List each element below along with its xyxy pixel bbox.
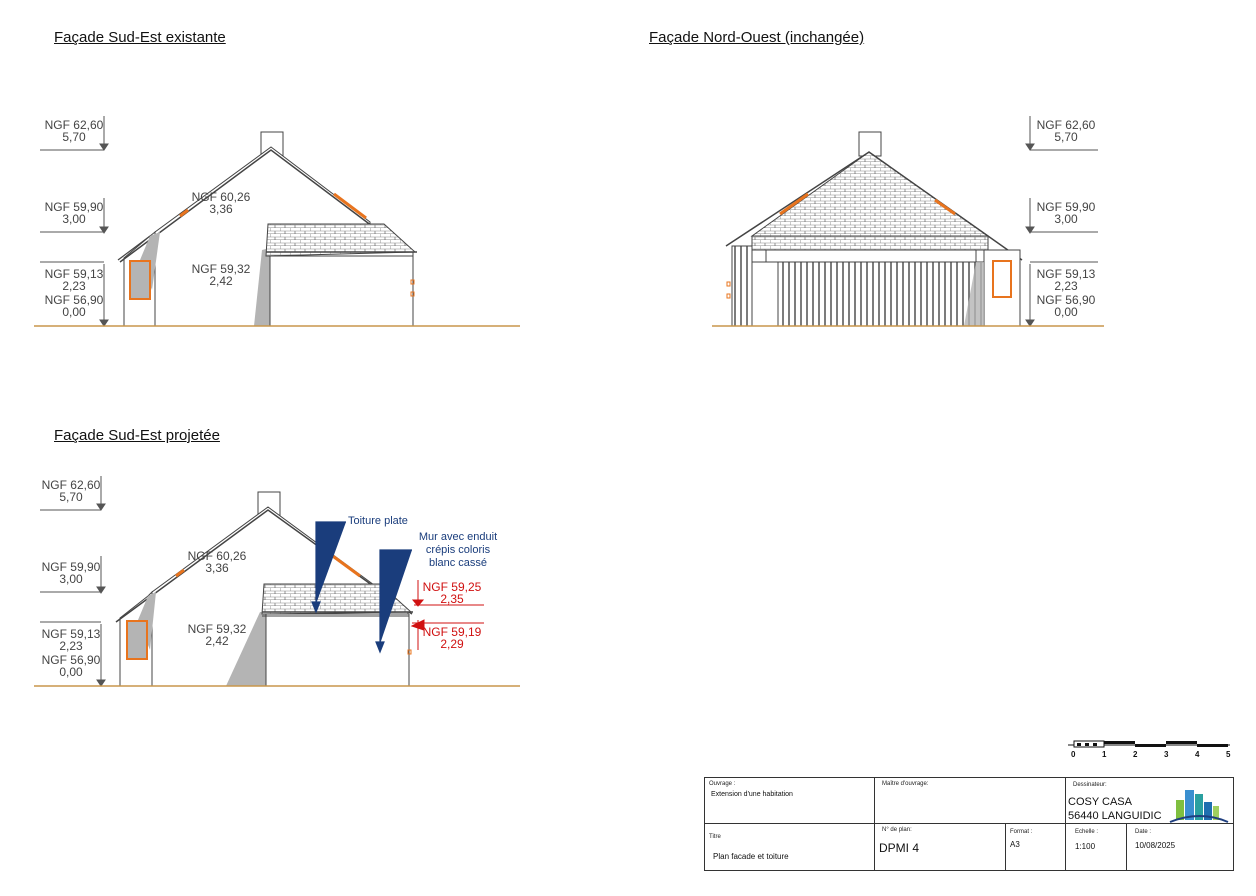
tb-dessinateur-label: Dessinateur: [1073,782,1107,788]
level-ngf-ridge-proj: NGF 62,60 5,70 [41,478,101,504]
level-ngf-garage-ridge-proj: NGF 60,26 3,36 [187,549,247,575]
level-ngf-ridge-nw: NGF 62,60 5,70 [1036,118,1096,144]
tb-echelle-value: 1:100 [1075,842,1096,851]
level-ngf-eave: NGF 59,90 3,00 [44,200,104,226]
level-ngf-eave-proj: NGF 59,90 3,00 [41,560,101,586]
tb-date-value: 10/08/2025 [1135,841,1176,850]
scale-label-4: 4 [1195,750,1200,759]
tb-plan-value: DPMI 4 [879,841,920,855]
scale-label-2: 2 [1133,750,1138,759]
tb-plan-label: N° de plan: [882,827,912,833]
annotation-flat-roof: Toiture plate [348,515,408,527]
title-facade-se-projected: Façade Sud-Est projetée [54,427,220,444]
tb-echelle-label: Echelle : [1075,829,1099,835]
tb-date-label: Date : [1135,829,1152,835]
tb-ouvrage-value: Extension d'une habitation [711,791,793,798]
annotation-wall-render: Mur avec enduit crépis coloris blanc cassé [418,531,498,569]
tb-dessinateur-city: 56440 LANGUIDIC [1068,810,1162,822]
level-ngf-lintel-nw: NGF 59,13 2,23 [1036,267,1096,293]
level-ngf-garage-eave: NGF 59,32 2,42 [191,262,251,288]
level-ngf-eave-nw: NGF 59,90 3,00 [1036,200,1096,226]
tb-dessinateur-name: COSY CASA [1068,796,1132,808]
tb-format-value: A3 [1010,840,1020,849]
level-ngf-ground: NGF 56,90 0,00 [44,293,104,319]
scale-label-0: 0 [1071,750,1076,759]
level-ngf-ground-proj: NGF 56,90 0,00 [41,653,101,679]
scale-label-1: 1 [1102,750,1107,759]
level-ngf-wall-top-new: NGF 59,19 2,29 [422,625,482,651]
level-ngf-garage-eave-proj: NGF 59,32 2,42 [187,622,247,648]
tb-ouvrage-label: Ouvrage : [709,781,736,787]
title-block [704,777,1234,871]
tb-maitre-label: Maître d'ouvrage: [882,781,929,787]
title-facade-se-existing: Façade Sud-Est existante [54,29,226,46]
scale-bar-graphic [1068,741,1230,747]
level-ngf-ridge: NGF 62,60 5,70 [44,118,104,144]
level-ngf-ground-nw: NGF 56,90 0,00 [1036,293,1096,319]
tb-titre-label: Titre [709,834,721,840]
level-ngf-lintel: NGF 59,13 2,23 [44,267,104,293]
scale-label-5: 5 [1226,750,1231,759]
level-ngf-lintel-proj: NGF 59,13 2,23 [41,627,101,653]
scale-label-3: 3 [1164,750,1169,759]
facade-se-existing-drawing [34,116,520,326]
tb-titre-value: Plan facade et toiture [713,852,789,861]
title-facade-nw-unchanged: Façade Nord-Ouest (inchangée) [649,29,865,46]
level-ngf-flat-roof-new: NGF 59,25 2,35 [422,580,482,606]
tb-format-label: Format : [1010,829,1033,835]
level-ngf-garage-ridge: NGF 60,26 3,36 [191,190,251,216]
